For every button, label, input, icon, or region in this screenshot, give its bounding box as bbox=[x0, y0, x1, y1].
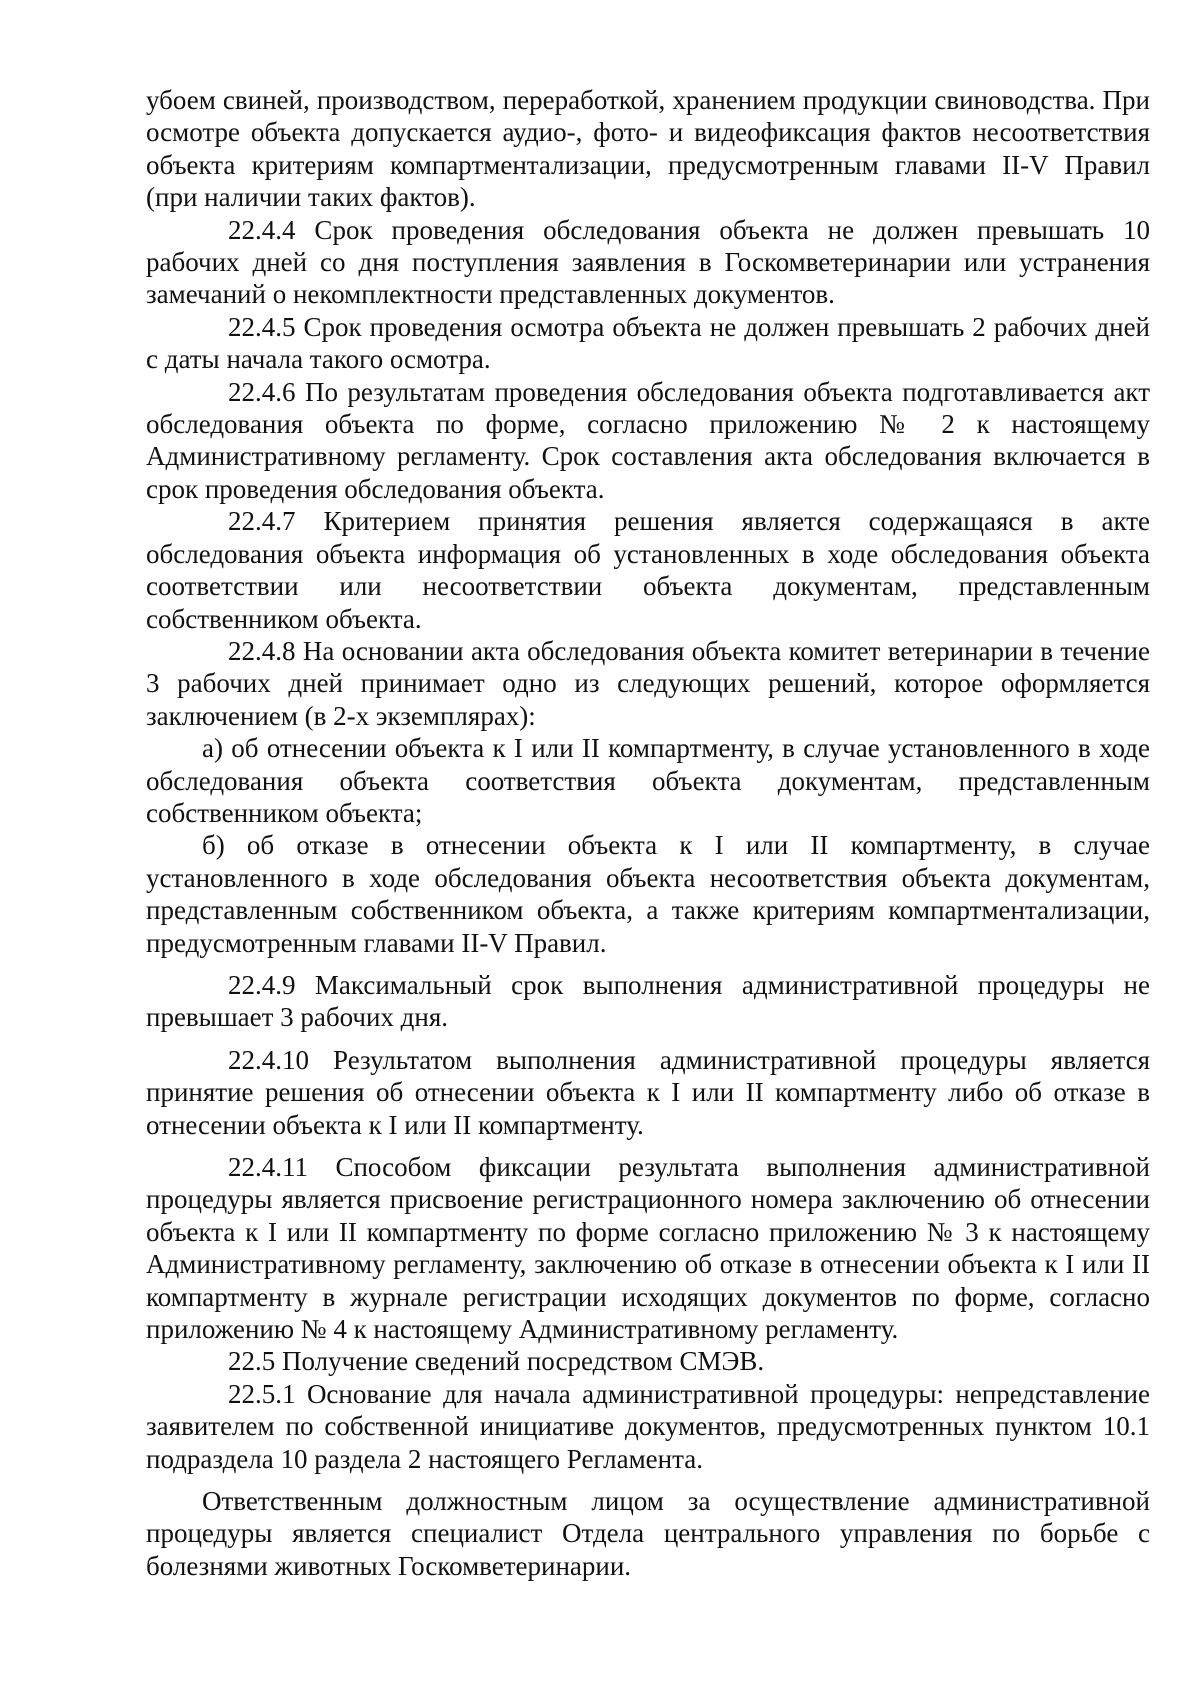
paragraph-22-4-6: 22.4.6 По результатам проведения обследования объекта подготавливается акт обследования объекта по форме, согласно приложению № 2 к настоящему Административному регламенту. Срок составления акта обследования включается в срок проведения обследования объекта. bbox=[146, 376, 1150, 504]
paragraph-22-4-10: 22.4.10 Результатом выполнения административной процедуры является принятие решения об отнесении объекта к I или II компартменту либо об отказе в отнесении объекта к I или II компартменту. bbox=[146, 1044, 1150, 1140]
paragraph-item-b: б) об отказе в отнесении объекта к I или II компартменту, в случае установленного в ходе обследования объекта несоответствия объекта документам, представленным собственником объекта, а также критериям компартментализации, предусмотренным главами II-V Правил. bbox=[146, 830, 1150, 958]
paragraph-intro: убоем свиней, производством, переработкой, хранением продукции свиноводства. При осмотре объекта допускается аудио-, фото- и видеофиксация фактов несоответствия объекта критериям компартментализации, предусмотренным главами II-V Правил (при наличии таких фактов). bbox=[146, 85, 1150, 213]
paragraph-22-4-9: 22.4.9 Максимальный срок выполнения административной процедуры не превышает 3 рабочих дня. bbox=[146, 969, 1150, 1033]
paragraph-22-4-5: 22.4.5 Срок проведения осмотра объекта не должен превышать 2 рабочих дней с даты начала такого осмотра. bbox=[146, 311, 1150, 375]
paragraph-responsible: Ответственным должностным лицом за осуществление административной процедуры является специалист Отдела центрального управления по борьбе с болезнями животных Госкомветеринарии. bbox=[146, 1486, 1150, 1581]
paragraph-item-a: а) об отнесении объекта к I или II компартменту, в случае установленного в ходе обследования объекта соответствия объекта документам, представленным собственником объекта; bbox=[146, 733, 1150, 828]
paragraph-22-4-7: 22.4.7 Критерием принятия решения является содержащаяся в акте обследования объекта информация об установленных в ходе обследования объекта соответствии или несоответствии объекта документам, представленным собственником объекта. bbox=[146, 506, 1150, 634]
paragraph-22-4-11: 22.4.11 Способом фиксации результата выполнения административной процедуры является присвоение регистрационного номера заключению об отнесении объекта к I или II компартменту по форме согласно приложению № 3 к настоящему Административному регламенту, заключению об отказе в отнесении объекта к I или II компартменту в журнале регистрации исходящих документов по форме, согласно приложению № 4 к настоящему Административному регламенту. bbox=[146, 1152, 1150, 1345]
paragraph-22-4-4: 22.4.4 Срок проведения обследования объекта не должен превышать 10 рабочих дней со дня поступления заявления в Госкомветеринарии или устранения замечаний о некомплектности представленных документов. bbox=[146, 214, 1150, 310]
paragraph-22-5: 22.5 Получение сведений посредством СМЭВ. bbox=[228, 1346, 765, 1377]
paragraph-22-5-1: 22.5.1 Основание для начала административной процедуры: непредставление заявителем по собственной инициативе документов, предусмотренных пунктом 10.1 подраздела 10 раздела 2 настоящего Регламента. bbox=[146, 1378, 1150, 1474]
document-page bbox=[146, 84, 1150, 1582]
paragraph-22-4-8: 22.4.8 На основании акта обследования объекта комитет ветеринарии в течение 3 рабочих дней принимает одно из следующих решений, которое оформляется заключением (в 2-х экземплярах): bbox=[146, 635, 1150, 731]
